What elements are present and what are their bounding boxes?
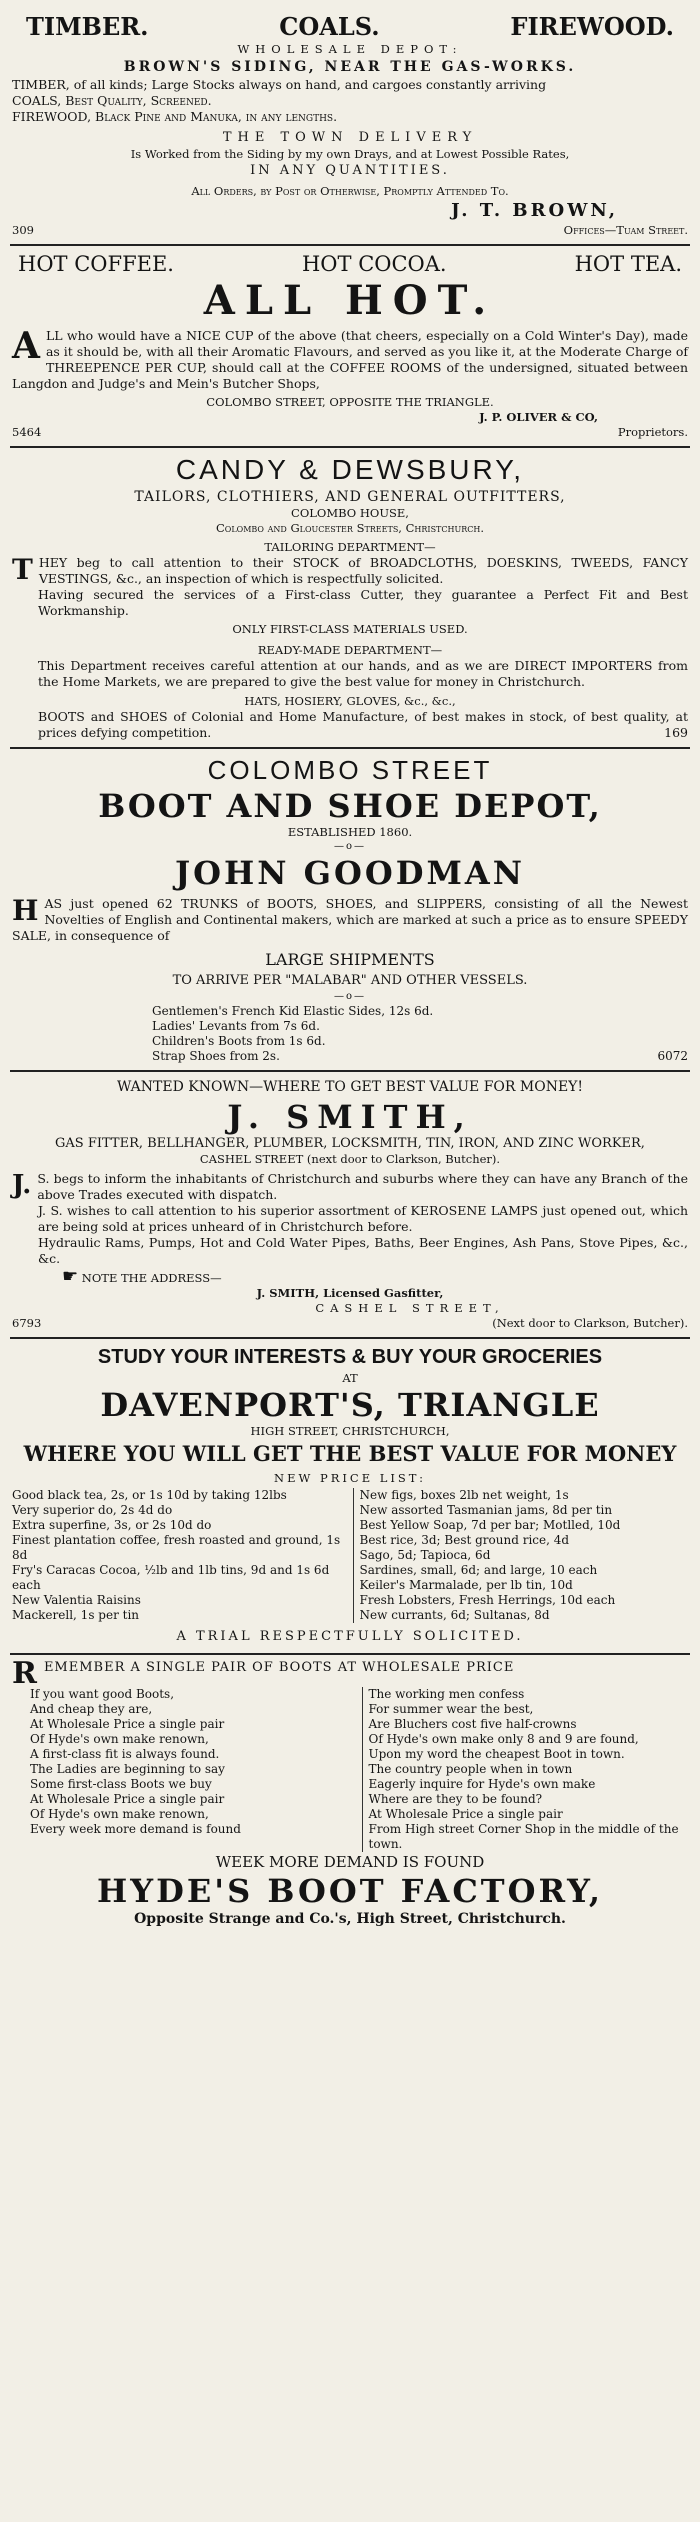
pointing-hand-icon: ☛ bbox=[62, 1266, 79, 1287]
arrive-line: TO ARRIVE PER "MALABAR" AND OTHER VESSELS. bbox=[172, 973, 528, 988]
price-item: New figs, boxes 2lb net weight, 1s bbox=[359, 1488, 569, 1502]
worked-line: Is Worked from the Siding by my own Drays, and at Lowest Possible Rates, bbox=[130, 147, 570, 161]
week-line: WEEK MORE DEMAND IS FOUND bbox=[215, 1853, 485, 1871]
ad-oliver-coffee bbox=[10, 246, 690, 448]
body-text: AS just opened 62 TRUNKS of BOOTS, SHOES, and SLIPPERS, consisting of all the Newest Novelties of English and Continental makers, which are marked at such a price as to ensure SPEEDY SALE, in consequence of bbox=[12, 896, 688, 943]
hot-drinks-row bbox=[12, 250, 688, 278]
list-item: Ladies' Levants from 7s 6d. bbox=[152, 1019, 320, 1033]
ad-number: 169 bbox=[664, 725, 688, 740]
ad-footer bbox=[12, 1316, 688, 1331]
ad-title: CANDY & DEWSBURY, bbox=[175, 454, 525, 485]
body-3: Hydraulic Rams, Pumps, Hot and Cold Water Pipes, Baths, Beer Engines, Ash Pans, Stove Pipes, &c., &c. bbox=[38, 1235, 688, 1266]
hot-tea: HOT TEA. bbox=[574, 252, 682, 276]
list-item: Gentlemen's French Kid Elastic Sides, 12s 6d. bbox=[152, 1004, 434, 1018]
hot-coffee: HOT COFFEE. bbox=[18, 252, 174, 276]
price-list-heading: NEW PRICE LIST: bbox=[274, 1471, 426, 1485]
ad-davenport-groceries bbox=[10, 1339, 690, 1655]
verse-line: A first-class fit is always found. bbox=[30, 1747, 220, 1761]
verse-line: From High street Corner Shop in the middle of the town. bbox=[368, 1822, 679, 1851]
price-item: Very superior do, 2s 4d do bbox=[12, 1503, 173, 1517]
study-headline: STUDY YOUR INTERESTS & BUY YOUR GROCERIES bbox=[97, 1346, 603, 1368]
ad-goodman-boots bbox=[10, 749, 690, 1072]
verse-line: Upon my word the cheapest Boot in town. bbox=[368, 1747, 625, 1761]
price-item: New assorted Tasmanian jams, 8d per tin bbox=[359, 1503, 613, 1517]
verse-line: Some first-class Boots we buy bbox=[30, 1777, 212, 1791]
list-item: Strap Shoes from 2s. bbox=[152, 1049, 280, 1063]
large-shipments: LARGE SHIPMENTS bbox=[265, 950, 435, 969]
drop-cap: A bbox=[12, 325, 40, 367]
price-item: New currants, 6d; Sultanas, 8d bbox=[359, 1608, 550, 1622]
at-label: AT bbox=[342, 1371, 358, 1385]
title-coals: COALS. bbox=[279, 12, 380, 41]
drop-cap: H bbox=[12, 894, 39, 927]
ad-body bbox=[12, 896, 688, 944]
verse-line: If you want good Boots, bbox=[30, 1687, 175, 1701]
verse-line: Of Hyde's own make renown, bbox=[30, 1732, 209, 1746]
verse-line: For summer wear the best, bbox=[368, 1702, 534, 1716]
house-name: COLOMBO HOUSE, bbox=[291, 506, 409, 520]
ad-hyde-boots bbox=[10, 1655, 690, 1934]
ad-title: BOOT AND SHOE DEPOT, bbox=[98, 787, 602, 825]
price-item: Best Yellow Soap, 7d per bar; Motlled, 10d bbox=[359, 1518, 621, 1532]
hats-line: HATS, HOSIERY, GLOVES, &c., &c., bbox=[244, 694, 456, 708]
advertiser-name: J. SMITH, bbox=[227, 1098, 473, 1136]
ad-number: 309 bbox=[12, 223, 34, 237]
price-item: Extra superfine, 3s, or 2s 10d do bbox=[12, 1518, 212, 1532]
ad-footer bbox=[12, 425, 688, 440]
newspaper-column bbox=[10, 0, 690, 1934]
verse-line: Every week more demand is found bbox=[30, 1822, 241, 1836]
note-text: NOTE THE ADDRESS— bbox=[81, 1271, 222, 1285]
cashel-street: CASHEL STREET, bbox=[315, 1301, 505, 1315]
verse-line: Are Bluchers cost five half-crowns bbox=[368, 1717, 577, 1731]
only-materials: ONLY FIRST-CLASS MATERIALS USED. bbox=[232, 622, 468, 636]
offices-line: Offices—Tuam Street. bbox=[563, 223, 688, 237]
depot-heading: WHOLESALE DEPOT: bbox=[237, 42, 463, 56]
note-line bbox=[12, 1266, 688, 1287]
verse-line: At Wholesale Price a single pair bbox=[30, 1717, 225, 1731]
price-item: Best rice, 3d; Best ground rice, 4d bbox=[359, 1533, 570, 1547]
coals-line: COALS, Best Quality, Screened. bbox=[12, 93, 212, 108]
trades-line: GAS FITTER, BELLHANGER, PLUMBER, LOCKSMITH, TIN, IRON, AND ZINC WORKER, bbox=[55, 1136, 645, 1151]
boots-text: BOOTS and SHOES of Colonial and Home Manufacture, of best makes in stock, of best quality, at prices defying competition. bbox=[38, 709, 688, 740]
tailoring-body bbox=[12, 555, 688, 587]
ready-made-heading: READY-MADE DEPARTMENT— bbox=[257, 643, 443, 657]
ad-smith-gasfitter bbox=[10, 1072, 690, 1339]
address-line: Opposite Strange and Co.'s, High Street, Christchurch. bbox=[134, 1911, 566, 1927]
remember-text: EMEMBER A SINGLE PAIR OF BOOTS AT WHOLESALE PRICE bbox=[43, 1660, 515, 1675]
price-item: Good black tea, 2s, or 1s 10d by taking 12lbs bbox=[12, 1488, 287, 1502]
list-last-row bbox=[152, 1049, 688, 1064]
drop-cap: T bbox=[12, 553, 33, 586]
orders-line: All Orders, by Post or Otherwise, Promptly Attended To. bbox=[191, 184, 509, 198]
verse-line: Of Hyde's own make only 8 and 9 are found, bbox=[368, 1732, 639, 1746]
street-line: CASHEL STREET (next door to Clarkson, Butcher). bbox=[199, 1152, 501, 1166]
body-text: S. begs to inform the inhabitants of Christchurch and suburbs where they can have any Branch of the above Trades executed with dispatch. bbox=[37, 1171, 688, 1202]
title-firewood: FIREWOOD. bbox=[510, 12, 674, 41]
verse-line: The country people when in town bbox=[368, 1762, 573, 1776]
verse-line: At Wholesale Price a single pair bbox=[368, 1807, 563, 1821]
timber-line: TIMBER, of all kinds; Large Stocks always on hand, and cargoes constantly arriving bbox=[12, 77, 547, 92]
price-item: Fry's Caracas Cocoa, ½lb and 1lb tins, 9d and 1s 6d each bbox=[12, 1563, 330, 1592]
price-item: Sago, 5d; Tapioca, 6d bbox=[359, 1548, 491, 1562]
address-line: COLOMBO STREET, OPPOSITE THE TRIANGLE. bbox=[206, 395, 494, 409]
signature-line: J. SMITH, Licensed Gasfitter, bbox=[256, 1286, 444, 1300]
verse-line: Eagerly inquire for Hyde's own make bbox=[368, 1777, 596, 1791]
hot-cocoa: HOT COCOA. bbox=[301, 252, 447, 276]
verse-line: Of Hyde's own make renown, bbox=[30, 1807, 209, 1821]
subtitle: TAILORS, CLOTHIERS, AND GENERAL OUTFITTERS, bbox=[134, 489, 566, 505]
price-columns bbox=[12, 1488, 688, 1623]
ad-footer bbox=[12, 223, 688, 238]
ad-number: 6793 bbox=[12, 1316, 42, 1330]
firewood-line: FIREWOOD, Black Pine and Manuka, in any lengths. bbox=[12, 109, 338, 124]
ornament: —o— bbox=[333, 841, 367, 852]
drop-cap: J. bbox=[12, 1170, 32, 1200]
high-street-line: HIGH STREET, CHRISTCHURCH, bbox=[250, 1424, 450, 1438]
drop-cap: R bbox=[12, 1656, 38, 1691]
price-list bbox=[12, 1004, 688, 1064]
title-timber: TIMBER. bbox=[26, 12, 149, 41]
verse-columns bbox=[12, 1687, 688, 1852]
quantities-line: IN ANY QUANTITIES. bbox=[250, 163, 450, 178]
advertiser-name: J. T. BROWN, bbox=[451, 200, 618, 221]
ad-title: HYDE'S BOOT FACTORY, bbox=[97, 1872, 603, 1910]
ad-brown-timber bbox=[10, 8, 690, 246]
ad-number: 5464 bbox=[12, 425, 42, 439]
street-heading: COLOMBO STREET bbox=[207, 755, 493, 785]
advertiser-name: J. P. OLIVER & CO, bbox=[479, 410, 598, 424]
price-item: New Valentia Raisins bbox=[12, 1593, 141, 1607]
body-text: HEY beg to call attention to their STOCK of BROADCLOTHS, DOESKINS, TWEEDS, FANCY VESTINGS, &c., an inspection of which is respectfully solicited. bbox=[38, 555, 688, 586]
verse-line: The working men confess bbox=[368, 1687, 525, 1701]
established-line: ESTABLISHED 1860. bbox=[287, 825, 413, 839]
price-item: Sardines, small, 6d; and large, 10 each bbox=[359, 1563, 598, 1577]
proprietors-label: Proprietors. bbox=[617, 425, 688, 439]
price-column-right bbox=[353, 1488, 689, 1623]
price-item: Fresh Lobsters, Fresh Herrings, 10d each bbox=[359, 1593, 616, 1607]
price-item: Keiler's Marmalade, per lb tin, 10d bbox=[359, 1578, 573, 1592]
body-1 bbox=[12, 1171, 688, 1203]
wanted-line: WANTED KNOWN—WHERE TO GET BEST VALUE FOR MONEY! bbox=[116, 1079, 584, 1095]
ad-title: ALL HOT. bbox=[203, 277, 497, 324]
price-item: Finest plantation coffee, fresh roasted and ground, 1s 8d bbox=[12, 1533, 341, 1562]
verse-line: Where are they to be found? bbox=[368, 1792, 543, 1806]
ad-number: 6072 bbox=[657, 1049, 688, 1063]
ornament: —o— bbox=[333, 991, 367, 1002]
verse-line: And cheap they are, bbox=[30, 1702, 153, 1716]
tailoring-heading: TAILORING DEPARTMENT— bbox=[264, 540, 436, 554]
trial-line: A TRIAL RESPECTFULLY SOLICITED. bbox=[176, 1629, 524, 1644]
advertiser-name: DAVENPORT'S, TRIANGLE bbox=[100, 1386, 600, 1424]
verse-right bbox=[362, 1687, 689, 1852]
body-2: J. S. wishes to call attention to his superior assortment of KEROSENE LAMPS just opened out, which are being sold at prices unheard of in Christchurch before. bbox=[38, 1203, 688, 1234]
verse-line: The Ladies are beginning to say bbox=[30, 1762, 225, 1776]
remember-line bbox=[12, 1656, 688, 1691]
where-headline: WHERE YOU WILL GET THE BEST VALUE FOR MONEY bbox=[23, 1441, 677, 1466]
body-text: LL who would have a NICE CUP of the above (that cheers, especially on a Cold Winter's Day), made as it should be, with all their Aromatic Flavours, and served as you like it, at the Moderate Charge of THREEPENCE PER CUP, should call at the COFFEE ROOMS of the undersigned, situated between Langdon and Judge's and Mein's Butcher Shops, bbox=[12, 328, 688, 391]
cutter-text: Having secured the services of a First-class Cutter, they guarantee a Perfect Fit and Best Workmanship. bbox=[38, 587, 688, 618]
price-column-left bbox=[12, 1488, 341, 1623]
next-door-line: (Next door to Clarkson, Butcher). bbox=[492, 1316, 688, 1330]
ready-made-body: This Department receives careful attention at our hands, and as we are DIRECT IMPORTERS from the Home Markets, we are prepared to give the best value for money in Christchurch. bbox=[38, 658, 688, 689]
ad-title bbox=[12, 12, 688, 42]
siding-line: BROWN'S SIDING, NEAR THE GAS-WORKS. bbox=[123, 59, 577, 75]
ad-candy-dewsbury bbox=[10, 448, 690, 749]
corner-line: Colombo and Gloucester Streets, Christchurch. bbox=[215, 521, 485, 535]
list-item: Children's Boots from 1s 6d. bbox=[152, 1034, 326, 1048]
town-delivery: THE TOWN DELIVERY bbox=[222, 130, 478, 145]
verse-line: At Wholesale Price a single pair bbox=[30, 1792, 225, 1806]
boots-line bbox=[12, 709, 688, 741]
verse-left bbox=[12, 1687, 350, 1852]
advertiser-name: JOHN GOODMAN bbox=[175, 854, 525, 892]
ad-body bbox=[12, 325, 688, 392]
price-item: Mackerell, 1s per tin bbox=[12, 1608, 140, 1622]
